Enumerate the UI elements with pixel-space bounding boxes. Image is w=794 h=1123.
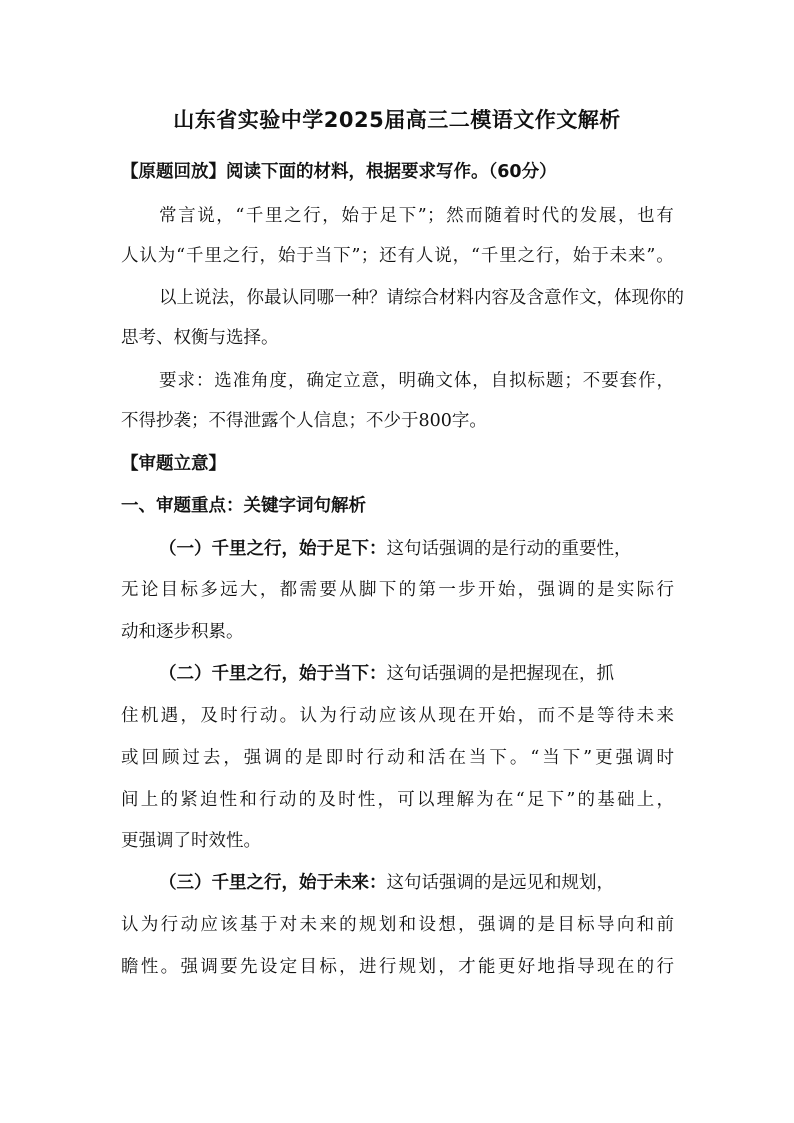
point-2-line-2: 住机遇，及时行动。认为行动应该从现在开始，而不是等待未来 <box>121 706 674 726</box>
point-3-first-line <box>159 871 614 895</box>
point-2-text: 这句话强调的是把握现在，抓 <box>386 664 614 684</box>
requirements-line-1: 要求：选准角度，确定立意，明确文体，自拟标题；不要套作， <box>159 371 674 391</box>
point-3-line-2: 认为行动应该基于对未来的规划和设想，强调的是目标导向和前 <box>121 915 674 935</box>
point-2-line-3: 或回顾过去，强调的是即时行动和活在当下。“当下”更强调时 <box>121 748 674 768</box>
point-1-text: 这句话强调的是行动的重要性， <box>386 539 632 559</box>
material-line-2: 人认为“千里之行，始于当下”；还有人说，“千里之行，始于未来”。 <box>121 246 674 266</box>
point-2-line-4: 间上的紧迫性和行动的及时性，可以理解为在“足下”的基础上， <box>121 790 674 810</box>
document-title: 山东省实验中学2025届高三二模语文作文解析 <box>173 108 621 132</box>
point-1-line-2: 无论目标多远大，都需要从脚下的第一步开始，强调的是实际行 <box>121 580 674 600</box>
point-3-label: （三）千里之行，始于未来： <box>159 873 387 893</box>
point-1-line-3: 动和逐步积累。 <box>121 622 244 642</box>
material-line-3: 以上说法，你最认同哪一种？请综合材料内容及含意作文，体现你的 <box>159 288 684 308</box>
requirements-line-2: 不得抄袭；不得泄露个人信息；不少于800字。 <box>121 411 487 431</box>
point-1-label: （一）千里之行，始于足下： <box>159 539 387 559</box>
point-2-label: （二）千里之行，始于当下： <box>159 664 387 684</box>
point-2-line-5: 更强调了时效性。 <box>121 831 261 851</box>
point-1-first-line <box>159 537 632 561</box>
prompt-heading: 【原题回放】阅读下面的材料，根据要求写作。（60分） <box>121 162 557 182</box>
point-3-text: 这句话强调的是远见和规划， <box>386 873 614 893</box>
section-heading: 【审题立意】 <box>121 454 226 474</box>
subsection-heading: 一、审题重点：关键字词句解析 <box>121 496 366 516</box>
material-line-1: 常言说，“千里之行，始于足下”；然而随着时代的发展，也有 <box>159 206 674 226</box>
point-2-first-line <box>159 662 614 686</box>
material-line-4: 思考、权衡与选择。 <box>121 328 279 348</box>
point-3-line-3: 瞻性。强调要先设定目标，进行规划，才能更好地指导现在的行 <box>121 957 674 977</box>
